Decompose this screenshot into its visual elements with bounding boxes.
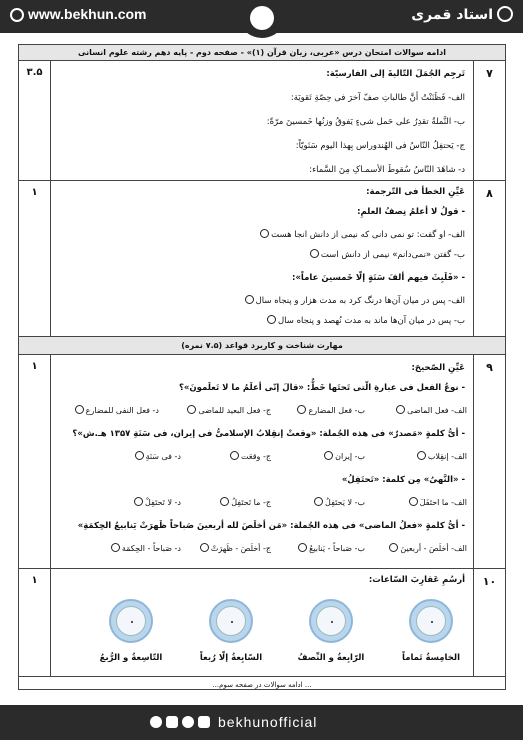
aparat-icon[interactable] <box>150 716 162 728</box>
option-2b[interactable]: ب- پس در میان آن‌ها ماند به مدت نُهصد و پنجاه سال <box>265 315 465 326</box>
clock-icon[interactable] <box>409 599 453 643</box>
sentence-4: - أیُّ کلمةٍ «فعلُ الماضی» فی هذه الجُملة: «مَن أخلَصَ لله أربعینَ صَباحاً ظَهرَتْ یَنابیعُ الحِکمَةِ» <box>77 521 465 531</box>
radio-circle-icon[interactable] <box>135 451 144 460</box>
radio-circle-icon[interactable] <box>245 295 254 304</box>
option-1b[interactable]: ب- گفتن «نمی‌دانم» نیمی از دانش است <box>308 249 465 260</box>
footer-bar <box>0 705 523 740</box>
radio-circle-icon[interactable] <box>220 497 229 506</box>
option[interactable]: الف- أخلَصَ - أربعینَ <box>387 543 467 553</box>
radio-circle-icon[interactable] <box>314 497 323 506</box>
option[interactable]: د- فی سَنَةِ <box>133 451 181 461</box>
sentence-1: - قولُ لا أعلمُ نِصفُ العلمِ: <box>357 207 465 217</box>
question-title: أرسُمِ عَقارِبَ السّاعات: <box>368 575 465 585</box>
clock-icon[interactable] <box>109 599 153 643</box>
exam-sheet <box>18 44 506 690</box>
radio-circle-icon[interactable] <box>134 497 143 506</box>
question-score: ۱ <box>19 569 51 676</box>
item-a: الف- فَظَنَنْتُ أنَّ طالباتِ صفّ آخرَ فی حِصّةِ تَقویَة: <box>290 93 465 103</box>
item-b: ب- النَّملةُ تقدِرُ علی حَمل شیءٍ یَفوقُ وزنُها خَمسینَ مرّةً: <box>266 117 465 127</box>
radio-circle-icon[interactable] <box>200 543 209 552</box>
radio-circle-icon[interactable] <box>260 229 269 238</box>
clock-icon[interactable] <box>309 599 353 643</box>
user-icon <box>497 6 513 22</box>
question-10 <box>19 569 505 677</box>
brand-name: استاد قمری <box>411 6 513 23</box>
item-c: ج- یَحتفِلُ النّاسُ فی الهُندوراس بِهذا الیوم سَنَویّاً: <box>295 141 465 151</box>
option[interactable]: د- لا تَحتَفِلْ <box>132 497 181 507</box>
radio-circle-icon[interactable] <box>297 405 306 414</box>
question-number: ۱۰ <box>473 569 505 676</box>
page-title: ادامه سوالات امتحان درس «عربی، زبان قرآن (۱)» - صفحه دوم - پایه دهم رشته علوم انسانی <box>19 45 505 61</box>
radio-circle-icon[interactable] <box>298 543 307 552</box>
option[interactable]: الف- فعل الماضی <box>394 405 467 415</box>
radio-circle-icon[interactable] <box>324 451 333 460</box>
option[interactable]: ب- لا یَحتَفِلُ <box>312 497 365 507</box>
question-score: ۳.۵ <box>19 61 51 180</box>
radio-circle-icon[interactable] <box>389 543 398 552</box>
option-1a[interactable]: الف- او گفت: تو نمی دانی که نیمی از دانش انجا هست <box>258 229 465 240</box>
radio-circle-icon[interactable] <box>409 497 418 506</box>
logo-mark-icon <box>250 6 274 30</box>
radio-circle-icon[interactable] <box>417 451 426 460</box>
clock-icon[interactable] <box>209 599 253 643</box>
question-score: ۱ <box>19 181 51 336</box>
option[interactable]: الف- إنقِلاب <box>415 451 467 461</box>
sentence-2: - «فَلَبِثَ فیهم ألفَ سَنَةٍ إلّا خَمسینَ عاماً»: <box>292 273 465 283</box>
question-7 <box>19 61 505 181</box>
sentence-2: - أیُّ کلمةٍ «مَصدرٌ» فی هذه الجُملة: «وقعتْ إنقِلابُ الإسلامیُّ فی إیران، فی سَنَةِ ۱۳۵۷ هـ.ش»؟ <box>72 429 465 439</box>
radio-circle-icon[interactable] <box>111 543 120 552</box>
clock-label: السّابِعةُ إلّا رُبعاً <box>199 653 263 663</box>
question-number: ۷ <box>473 61 505 180</box>
option[interactable]: الف- ما احتَفَلَ <box>407 497 467 507</box>
youtube-icon[interactable] <box>166 716 178 728</box>
clock-label: الخامِسةُ تَماماً <box>402 653 460 663</box>
option[interactable]: ج- أخلَصَ - ظَهرَتْ <box>198 543 271 553</box>
option[interactable]: د- صَباحاً - الحِکمَة <box>109 543 181 553</box>
continue-note: ... ادامه سوالات در صفحه سوم... <box>212 681 312 689</box>
option[interactable]: ج- وقعَت <box>228 451 271 461</box>
question-9 <box>19 355 505 569</box>
option[interactable]: د- فعل النفی للمضارع <box>73 405 159 415</box>
radio-circle-icon[interactable] <box>267 315 276 324</box>
sentence-1: - نوعُ الفعل فی عبارةِ الّتی تَحتَها خَطٌّ: «قالَ إنّی أعلَمُ ما لا تَعلَمونَ»؟ <box>179 383 465 393</box>
question-number: ۹ <box>473 355 505 568</box>
question-title: عَیِّنِ الخطأ فی التّرجمة: <box>366 187 465 197</box>
social-handle[interactable]: bekhunofficial <box>218 714 318 730</box>
section-header: مهارت شناخت و کاربرد قواعد (۷.۵ نمره) <box>19 337 505 355</box>
radio-circle-icon[interactable] <box>310 249 319 258</box>
option-2a[interactable]: الف- پس در میان آن‌ها درنگ کرد به مدت هزار و پنجاه سال <box>243 295 465 306</box>
option[interactable]: ب- صَباحاً - یَنابیعُ <box>296 543 365 553</box>
question-8 <box>19 181 505 337</box>
site-url[interactable]: www.bekhun.com <box>10 6 147 22</box>
question-number: ۸ <box>473 181 505 336</box>
radio-circle-icon[interactable] <box>230 451 239 460</box>
telegram-icon[interactable] <box>182 716 194 728</box>
sentence-3: - «النَّهیُ» مِن کلمة: «تَحتَفِلُ» <box>341 475 465 485</box>
question-score: ۱ <box>19 355 51 568</box>
item-d: د- شاهَدَ النّاسُ سُقوطَ الأسمـاکِ مِنَ السَّماء: <box>309 165 465 175</box>
clock-label: التّاسِعةُ و الرُّبعُ <box>99 653 163 663</box>
instagram-icon[interactable] <box>198 716 210 728</box>
question-title: عَیِّنِ الصّحیحَ: <box>411 363 465 373</box>
radio-circle-icon[interactable] <box>187 405 196 414</box>
clock-label: الرّابِعةُ و النِّصفُ <box>297 653 365 663</box>
question-title: تَرجِم الجُمَلَ التّالیةَ إلی الفارسیّة: <box>326 69 465 79</box>
option[interactable]: ب- فعل المضارع <box>295 405 365 415</box>
radio-circle-icon[interactable] <box>75 405 84 414</box>
option[interactable]: ب- إیران <box>322 451 365 461</box>
globe-icon <box>10 8 24 22</box>
radio-circle-icon[interactable] <box>396 405 405 414</box>
option[interactable]: ج- فعل البعید للماضی <box>185 405 271 415</box>
option[interactable]: ج- ما تَحتَفِلُ <box>218 497 271 507</box>
